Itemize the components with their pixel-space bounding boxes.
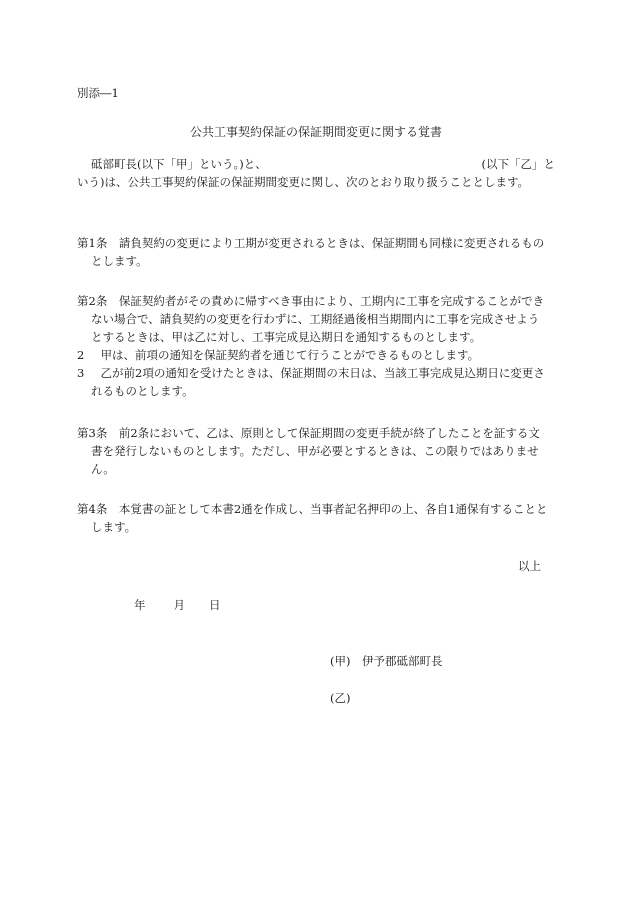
date-year: 年 bbox=[134, 598, 146, 612]
date-day: 日 bbox=[209, 598, 221, 612]
attachment-label: 別添―1 bbox=[77, 86, 119, 100]
article-2-paragraph-2 bbox=[77, 346, 559, 364]
article-1 bbox=[77, 234, 559, 270]
intro-line1-right: (以下「乙」と bbox=[481, 157, 555, 171]
paragraph-3-number: 3 bbox=[77, 366, 85, 380]
article-3-line1: 第3条 前2条において、乙は、原則として保証期間の変更手続が終了したことを証する文 bbox=[77, 426, 540, 440]
party-b-signature-line: (乙) bbox=[330, 691, 351, 705]
article-4-line1: 第4条 本覚書の証として本書2通を作成し、当事者記名押印の上、各自1通保有することと bbox=[77, 502, 548, 516]
article-2-paragraph-3-line2: れるものとします。 bbox=[91, 384, 194, 398]
paragraph-3-text: 乙が前2項の通知を受けたときは、保証期間の末日は、当該工事完成見込期日に変更さ bbox=[100, 366, 545, 380]
date-line bbox=[134, 596, 221, 614]
article-1-line1: 第1条 請負契約の変更により工期が変更されるときは、保証期間も同様に変更されるもの bbox=[77, 236, 545, 250]
article-3 bbox=[77, 424, 559, 478]
paragraph-2-text: 甲は、前項の通知を保証契約者を通じて行うことができるものとします。 bbox=[100, 348, 480, 362]
article-1-line2: とします。 bbox=[91, 254, 148, 268]
article-2 bbox=[77, 292, 559, 400]
article-3-line3: ん。 bbox=[91, 462, 115, 476]
closing-word: 以上 bbox=[518, 559, 541, 573]
article-4 bbox=[77, 500, 559, 536]
article-2-line1: 第2条 保証契約者がその責めに帰すべき事由により、工期内に工事を完成することができ bbox=[77, 294, 545, 308]
article-2-paragraph-3 bbox=[77, 364, 559, 382]
intro-line2: いう)は、公共工事契約保証の保証期間変更に関し、次のとおり取り扱うこととします。 bbox=[77, 175, 530, 189]
intro-paragraph bbox=[77, 155, 555, 191]
article-2-line2: ない場合で、請負契約の変更を行わずに、工期経過後相当期間内に工事を完成させよう bbox=[91, 312, 540, 326]
intro-line1-left: 砥部町長(以下「甲」という。)と、 bbox=[91, 157, 267, 171]
date-month: 月 bbox=[173, 598, 185, 612]
article-3-line2: 書を発行しないものとします。ただし、甲が必要とするときは、この限りではありませ bbox=[91, 444, 539, 458]
party-a-signature-line: (甲) 伊予郡砥部町長 bbox=[330, 654, 443, 668]
document-title: 公共工事契約保証の保証期間変更に関する覚書 bbox=[190, 125, 443, 139]
paragraph-2-number: 2 bbox=[77, 348, 85, 362]
article-2-line3: とするときは、甲は乙に対し、工事完成見込期日を通知するものとします。 bbox=[91, 330, 482, 344]
article-4-line2: します。 bbox=[91, 520, 137, 534]
